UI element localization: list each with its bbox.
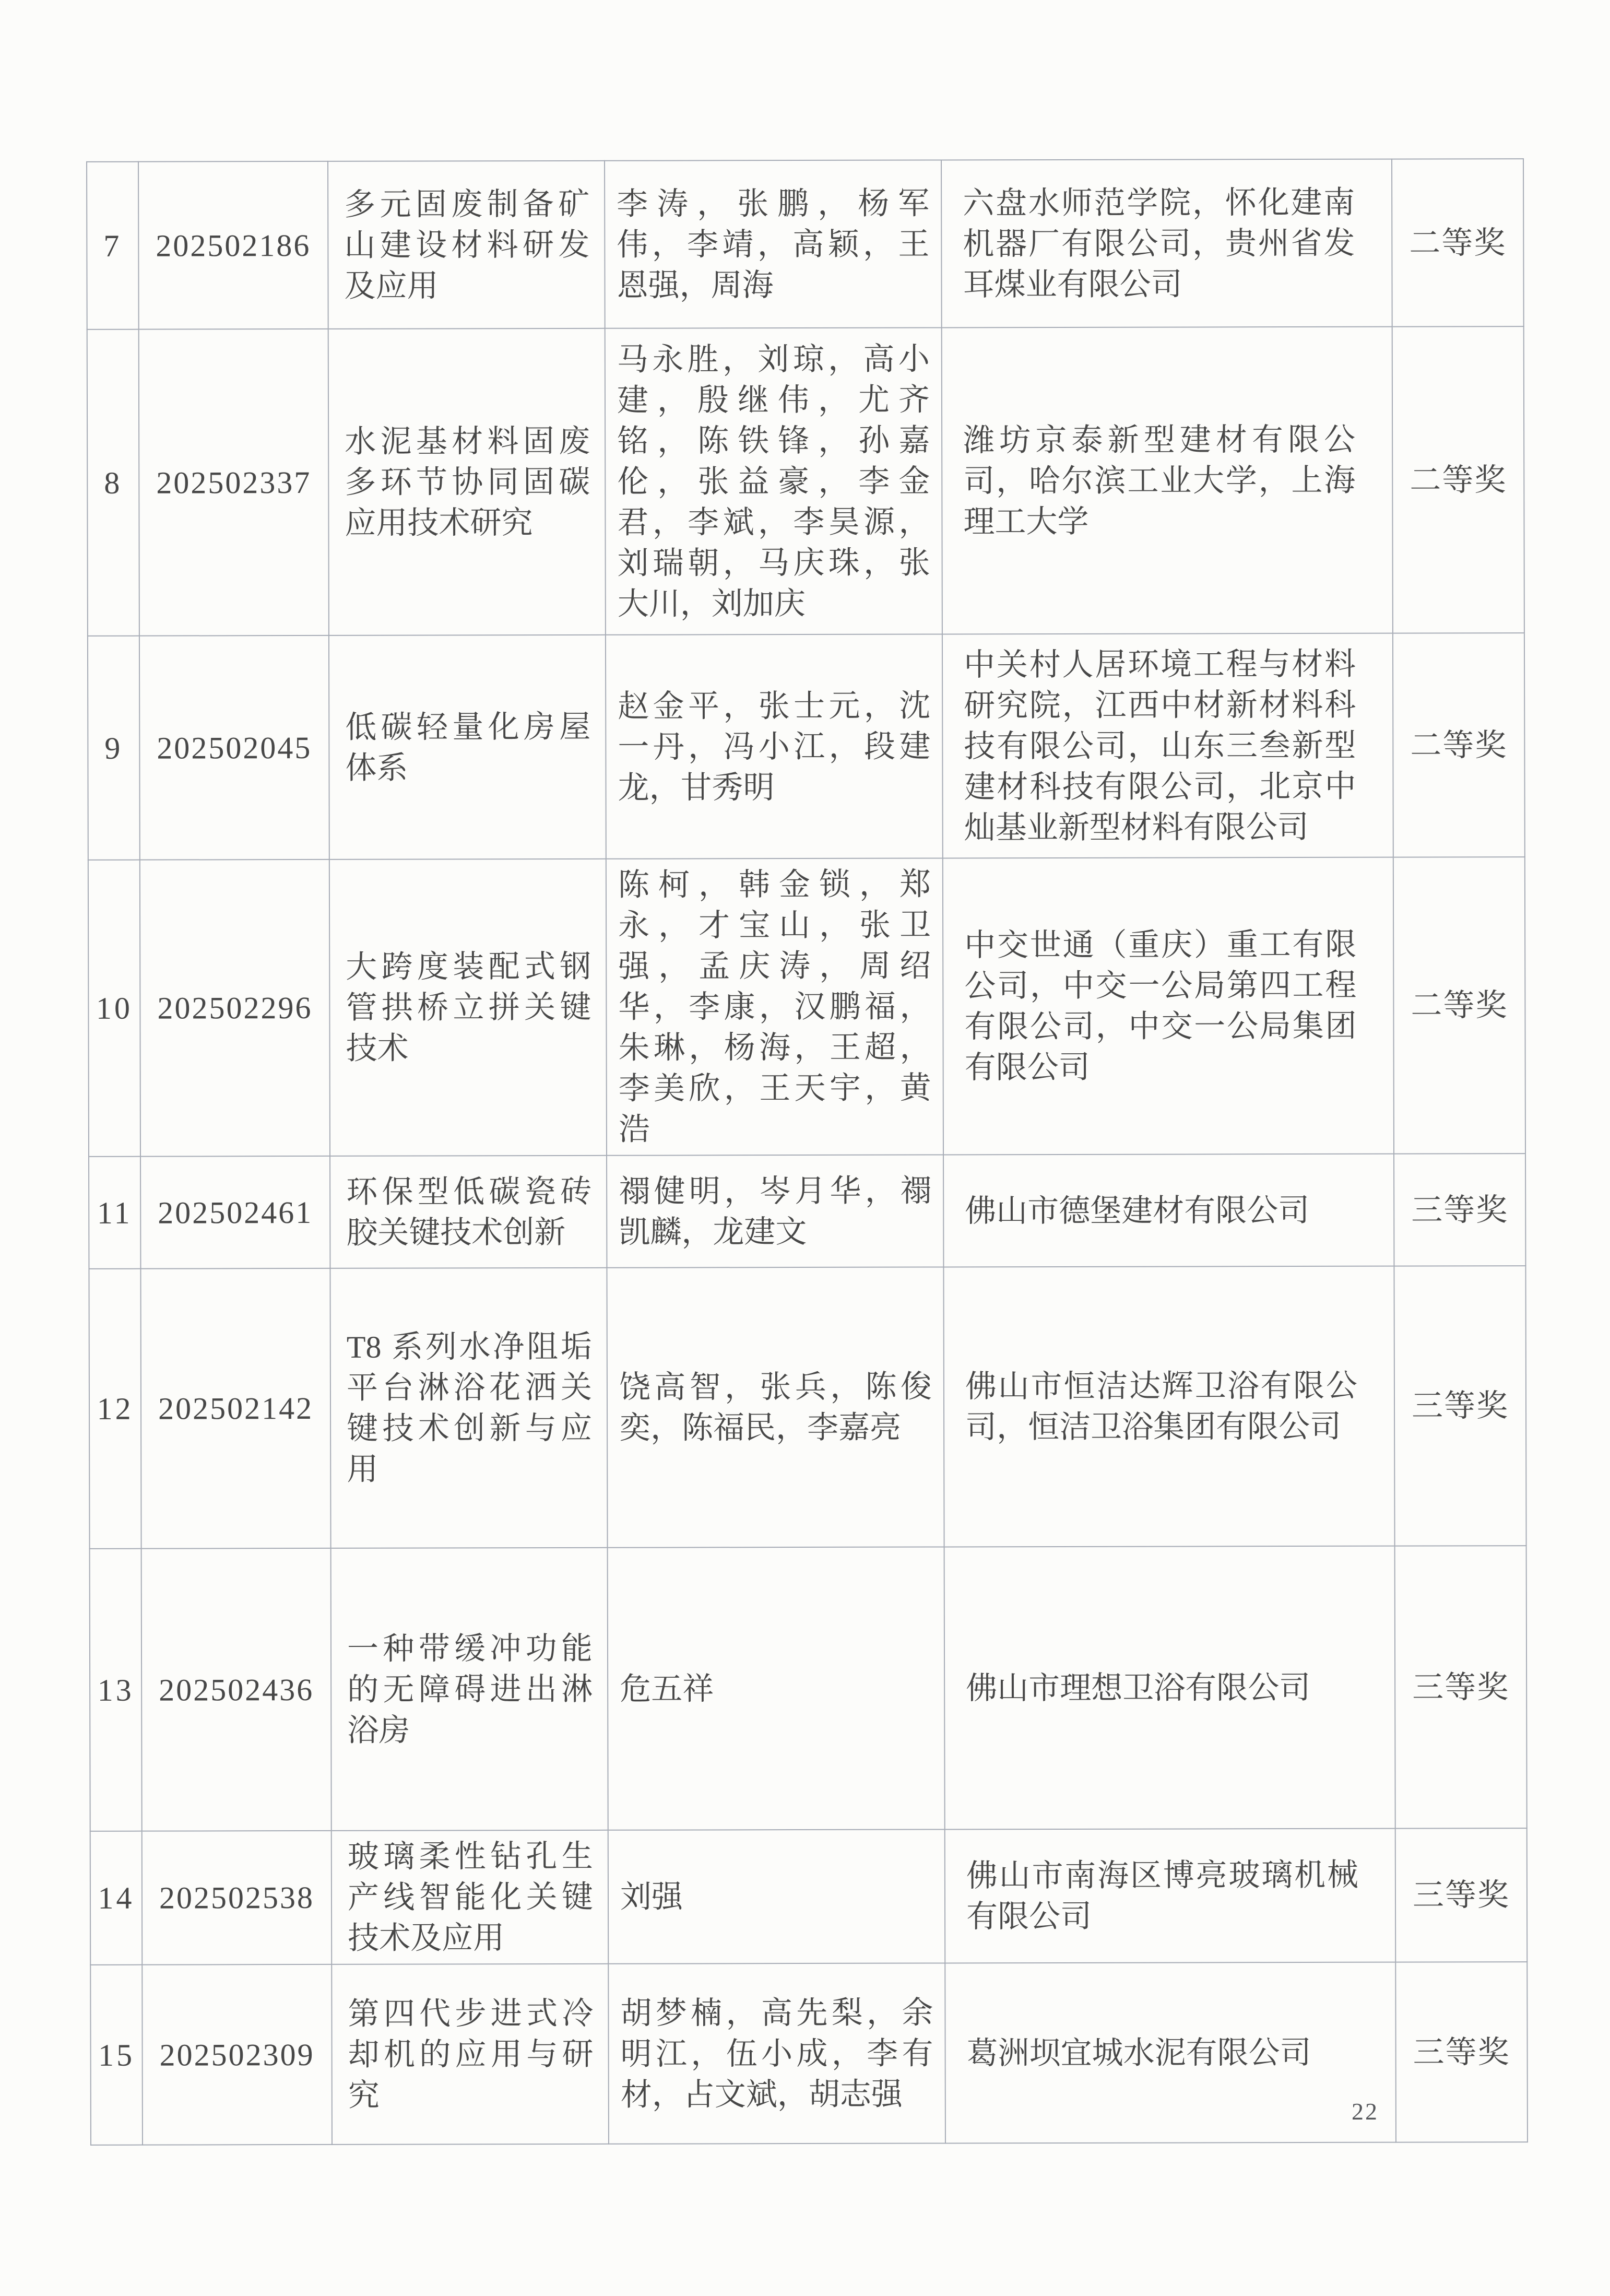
cell-organizations: 中关村人居环境工程与材料研究院，江西中材新材料科技有限公司，山东三叁新型建材科技有限公司，北京中灿基业新型材料有限公司	[942, 633, 1393, 858]
cell-row-number: 8	[87, 329, 139, 636]
cell-award-grade: 二等奖	[1392, 326, 1524, 633]
cell-organizations: 潍坊京泰新型建材有限公司，哈尔滨工业大学，上海理工大学	[942, 327, 1393, 634]
cell-organizations: 佛山市恒洁达辉卫浴有限公司，恒洁卫浴集团有限公司	[943, 1266, 1394, 1547]
cell-contributors: 饶高智，张兵，陈俊奕，陈福民，李嘉亮	[607, 1267, 944, 1547]
cell-organizations: 中交世通（重庆）重工有限公司，中交一公局第四工程有限公司，中交一公局集团有限公司	[943, 857, 1394, 1155]
cell-award-grade: 三等奖	[1395, 1828, 1528, 1962]
cell-project-id: 202502461	[140, 1156, 330, 1269]
cell-project-id: 202502538	[142, 1831, 332, 1965]
cell-row-number: 14	[90, 1831, 143, 1965]
cell-project-id: 202502142	[140, 1268, 330, 1549]
cell-project-title: 第四代步进式冷却机的应用与研究	[332, 1964, 609, 2145]
cell-award-grade: 二等奖	[1392, 159, 1524, 327]
cell-contributors: 禤健明，岑月华，禤凯麟，龙建文	[607, 1155, 943, 1267]
cell-contributors: 李涛，张鹏，杨军伟，李靖，高颖，王恩强，周海	[605, 160, 942, 328]
cell-project-title: 大跨度装配式钢管拱桥立拼关键技术	[329, 859, 607, 1156]
cell-organizations: 佛山市理想卫浴有限公司	[944, 1546, 1395, 1830]
table-row	[90, 1962, 1528, 2145]
cell-organizations: 六盘水师范学院，怀化建南机器厂有限公司，贵州省发耳煤业有限公司	[941, 159, 1392, 328]
cell-award-grade: 三等奖	[1395, 1546, 1527, 1829]
table-row	[88, 633, 1525, 860]
award-table	[86, 158, 1528, 2146]
table-row	[88, 857, 1525, 1157]
cell-row-number: 7	[87, 162, 139, 329]
table-row	[87, 326, 1524, 636]
cell-contributors: 赵金平，张士元，沈一丹，冯小江，段建龙，甘秀明	[606, 634, 943, 858]
table-row	[90, 1546, 1527, 1831]
cell-row-number: 11	[89, 1157, 140, 1269]
cell-row-number: 12	[89, 1269, 141, 1549]
cell-row-number: 9	[88, 636, 140, 860]
award-table-body	[87, 159, 1528, 2145]
cell-organizations: 佛山市德堡建材有限公司	[943, 1154, 1394, 1267]
cell-project-title: 低碳轻量化房屋体系	[329, 635, 606, 859]
cell-project-id: 202502309	[142, 1964, 332, 2145]
cell-project-title: 一种带缓冲功能的无障碍进出淋浴房	[331, 1548, 608, 1831]
cell-project-id: 202502045	[139, 635, 329, 860]
page-number: 22	[1352, 2098, 1379, 2125]
table-row	[89, 1153, 1525, 1269]
cell-contributors: 马永胜，刘琼，高小建，殷继伟，尤齐铭，陈铁锋，孙嘉伦，张益豪，李金君，李斌，李昊源，刘瑞朝，马庆珠，张大川，刘加庆	[605, 327, 942, 634]
cell-award-grade: 三等奖	[1394, 1266, 1526, 1546]
cell-project-id: 202502436	[141, 1548, 332, 1831]
cell-contributors: 胡梦楠，高先梨，余明江，伍小成，李有材，占文斌，胡志强	[608, 1963, 945, 2144]
cell-contributors: 刘强	[608, 1829, 945, 1963]
table-row	[89, 1266, 1526, 1549]
cell-contributors: 陈柯，韩金锁，郑永，才宝山，张卫强，孟庆涛，周绍华，李康，汉鹏福，朱琳，杨海，王超，李美欣，王天宇，黄浩	[606, 858, 943, 1155]
cell-row-number: 10	[88, 860, 140, 1157]
cell-award-grade: 二等奖	[1393, 633, 1525, 857]
table-row	[87, 159, 1524, 329]
table-row	[90, 1828, 1528, 1965]
cell-project-id: 202502186	[138, 161, 328, 329]
award-table-wrapper	[86, 158, 1528, 2146]
cell-project-id: 202502296	[140, 859, 330, 1157]
cell-award-grade: 二等奖	[1393, 857, 1525, 1154]
cell-organizations: 佛山市南海区博亮玻璃机械有限公司	[945, 1829, 1396, 1963]
cell-row-number: 13	[90, 1549, 142, 1831]
cell-row-number: 15	[90, 1965, 143, 2145]
cell-contributors: 危五祥	[608, 1547, 945, 1830]
cell-project-title: 多元固废制备矿山建设材料研发及应用	[328, 161, 605, 329]
cell-organizations: 葛洲坝宜城水泥有限公司	[945, 1962, 1396, 2144]
cell-project-title: 水泥基材料固废多环节协同固碳应用技术研究	[328, 328, 606, 635]
cell-project-title: 玻璃柔性钻孔生产线智能化关键技术及应用	[332, 1830, 609, 1964]
cell-project-title: 环保型低碳瓷砖胶关键技术创新	[330, 1156, 607, 1268]
cell-award-grade: 三等奖	[1395, 1962, 1528, 2142]
cell-project-id: 202502337	[139, 329, 329, 636]
cell-project-title: T8 系列水净阻垢平台淋浴花洒关键技术创新与应用	[330, 1268, 607, 1548]
cell-award-grade: 三等奖	[1394, 1153, 1525, 1266]
